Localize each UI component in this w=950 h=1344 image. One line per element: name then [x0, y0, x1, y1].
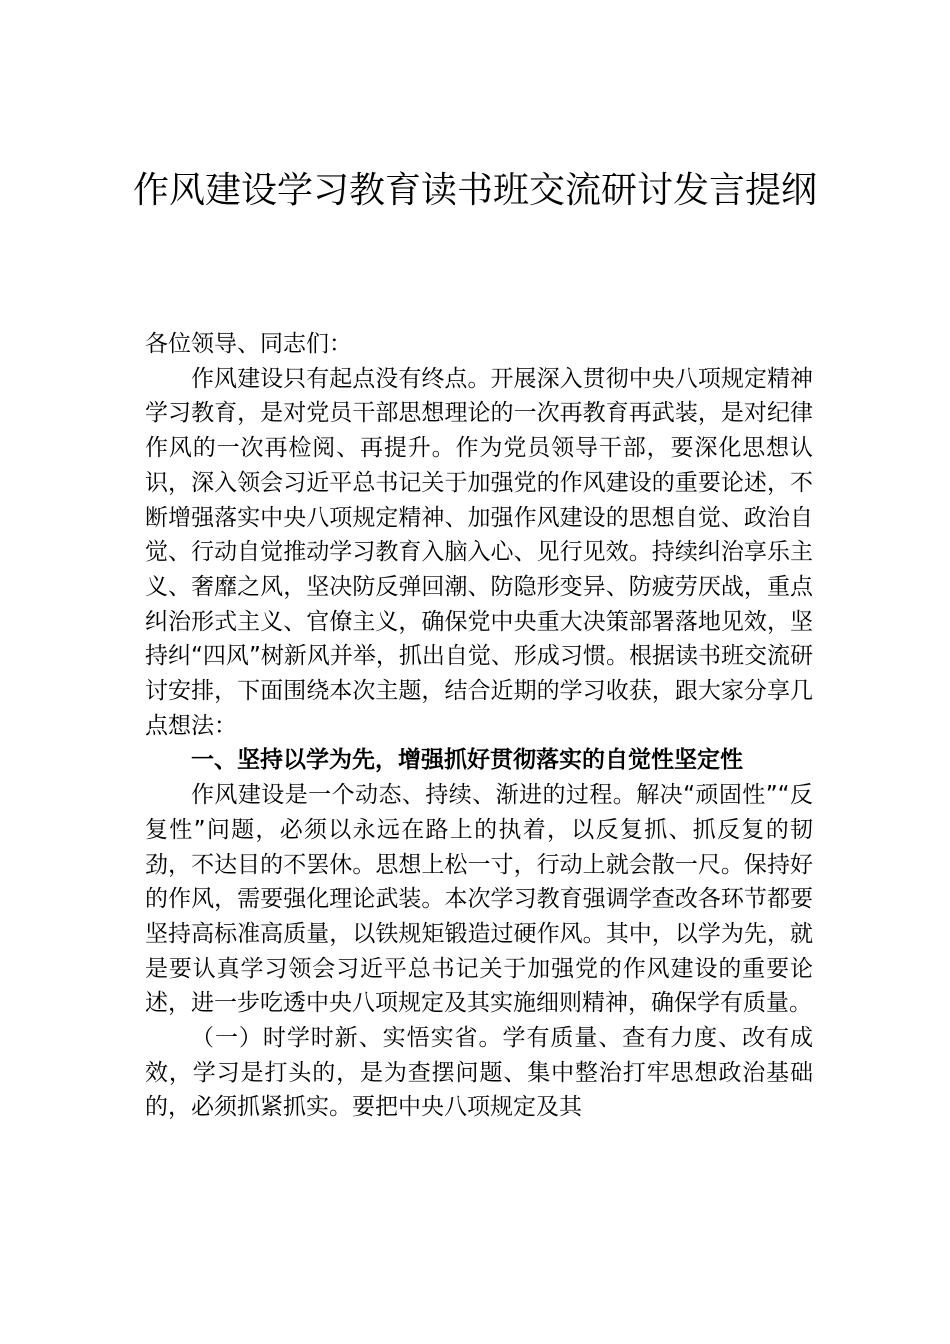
intro-paragraph: 作风建设只有起点没有终点。开展深入贯彻中央八项规定精神学习教育，是对党员干部思想理论的一次再教育再武装，是对纪律作风的一次再检阅、再提升。作为党员领导干部，要深化思想认识，深入领会习近平总书记关于加强党的作风建设的重要论述，不断增强落实中央八项规定精神、加强作风建设的思想自觉、政治自觉、行动自觉推动学习教育入脑入心、见行见效。持续纠治享乐主义、奢靡之风，坚决防反弹回潮、防隐形变异、防疲劳厌战，重点纠治形式主义、官僚主义，确保党中央重大决策部署落地见效，坚持纠“四风”树新风并举，抓出自觉、形成习惯。根据读书班交流研讨安排，下面围绕本次主题，结合近期的学习收获，跟大家分享几点想法： — [145, 365, 813, 739]
section-paragraph: 作风建设是一个动态、持续、渐进的过程。解决“顽固性”“反复性”问题，必须以永远在路上的执着，以反复抓、抓反复的韧劲，不达目的不罢休。思想上松一寸，行动上就会散一尺。保持好的作风，需要强化理论武装。本次学习教育强调学查改各环节都要坚持高标准高质量，以铁规矩锻造过硬作风。其中，以学为先，就是要认真学习领会习近平总书记关于加强党的作风建设的重要论述，进一步吃透中央八项规定及其实施细则精神，确保学有质量。 — [145, 782, 813, 1017]
document-body — [145, 327, 813, 1125]
document-title: 作风建设学习教育读书班交流研讨发言提纲 — [132, 170, 817, 211]
subsection-paragraph: （一）时学时新、实悟实省。学有质量、查有力度、改有成效，学习是打头的，是为查摆问题、集中整治打牢思想政治基础的，必须抓紧抓实。要把中央八项规定及其 — [145, 1025, 813, 1121]
section-heading: 一、坚持以学为先，增强抓好贯彻落实的自觉性坚定性 — [191, 747, 743, 774]
salutation: 各位领导、同志们： — [145, 331, 352, 357]
